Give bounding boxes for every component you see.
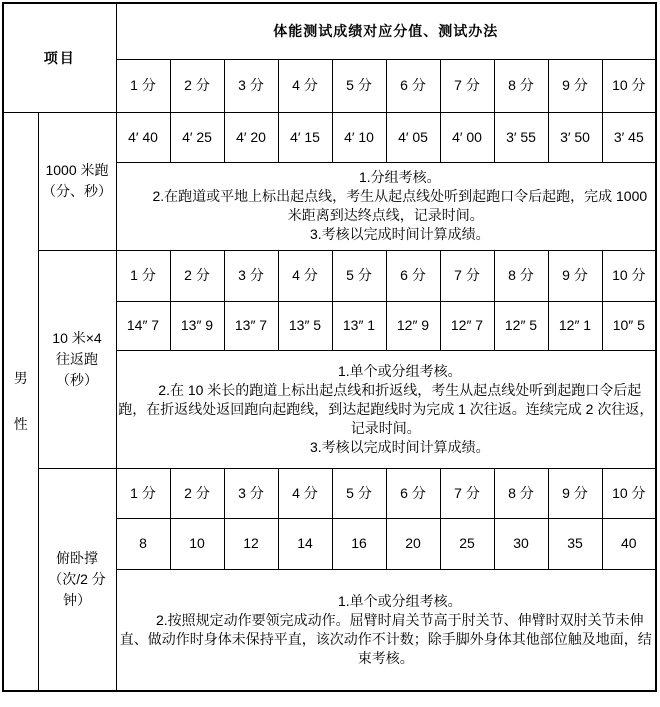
- method-step: 2.按照规定动作要领完成动作。屈臂时肩关节高于肘关节、伸臂时双肘关节未伸直、做动作时身体未保持平直，该次动作不计数；除手脚外身体其他部位触及地面，结束考核。: [119, 611, 652, 666]
- gender-male-cell: [3, 112, 38, 691]
- value-cell: 10: [170, 518, 224, 569]
- score-header-cell: 8 分: [494, 59, 548, 112]
- score-header-cell: 10 分: [602, 468, 656, 518]
- value-cell: 35: [548, 518, 602, 569]
- score-header-cell: 2 分: [170, 250, 224, 301]
- value-cell: 12″ 5: [494, 301, 548, 350]
- value-cell: 4′ 00: [440, 112, 494, 162]
- method-text-run1000: [116, 162, 656, 250]
- score-header-cell: 9 分: [548, 468, 602, 518]
- score-header-cell: 2 分: [170, 59, 224, 112]
- score-header-cell: 9 分: [548, 59, 602, 112]
- score-header-cell: 8 分: [494, 468, 548, 518]
- score-header-row-2: [3, 250, 656, 301]
- gender-char: 性: [13, 416, 28, 433]
- value-cell: 12″ 7: [440, 301, 494, 350]
- score-header-cell: 5 分: [332, 250, 386, 301]
- value-cell: 30: [494, 518, 548, 569]
- score-header-cell: 5 分: [332, 468, 386, 518]
- method-step: 2.在跑道或平地上标出起点线，考生从起点线处听到起跑口令后起跑，完成 1000 米距离到达终点线，记录时间。: [152, 188, 648, 223]
- method-step: 2.在 10 米长的跑道上标出起点线和折返线，考生从起点线处听到起跑口令后起跑，在折返线处返回跑向起跑线，到达起跑线时为完成 1 次往返。连续完成 2 次往返，记录时间。: [118, 381, 654, 436]
- value-cell: 14″ 7: [116, 301, 170, 350]
- method-step: 1.单个或分组考核。: [337, 592, 462, 609]
- score-header-cell: 4 分: [278, 250, 332, 301]
- score-header-cell: 6 分: [386, 59, 440, 112]
- event-label-run1000: 1000 米跑 （分、秒）: [38, 112, 116, 250]
- score-header-cell: 9 分: [548, 250, 602, 301]
- score-header-row-3: [3, 468, 656, 518]
- value-cell: 3′ 45: [602, 112, 656, 162]
- score-header-cell: 6 分: [386, 468, 440, 518]
- value-cell: 16: [332, 518, 386, 569]
- score-header-cell: 3 分: [224, 468, 278, 518]
- event-label-pushup: 俯卧撑 （次/2 分 钟）: [38, 468, 116, 691]
- run1000-values-row: [3, 112, 656, 162]
- value-cell: 4′ 05: [386, 112, 440, 162]
- score-header-cell: 2 分: [170, 468, 224, 518]
- score-header-cell: 10 分: [602, 250, 656, 301]
- value-cell: 13″ 9: [170, 301, 224, 350]
- value-cell: 4′ 15: [278, 112, 332, 162]
- value-cell: 20: [386, 518, 440, 569]
- value-cell: 3′ 55: [494, 112, 548, 162]
- value-cell: 8: [116, 518, 170, 569]
- value-cell: 40: [602, 518, 656, 569]
- value-cell: 4′ 25: [170, 112, 224, 162]
- event-label-shuttle: 10 米×4 往返跑 （秒）: [38, 250, 116, 468]
- method-step: 1.单个或分组考核。: [337, 362, 462, 379]
- value-cell: 10″ 5: [602, 301, 656, 350]
- project-header-cell: 项目: [3, 3, 116, 112]
- score-header-cell: 3 分: [224, 250, 278, 301]
- value-cell: 25: [440, 518, 494, 569]
- value-cell: 13″ 7: [224, 301, 278, 350]
- value-cell: 4′ 10: [332, 112, 386, 162]
- main-header-cell: 体能测试成绩对应分值、测试办法: [116, 3, 656, 59]
- score-header-cell: 7 分: [440, 468, 494, 518]
- score-header-cell: 3 分: [224, 59, 278, 112]
- method-step: 3.考核以完成时间计算成绩。: [309, 438, 490, 455]
- score-header-cell: 5 分: [332, 59, 386, 112]
- method-text-pushup: [116, 569, 656, 691]
- score-header-cell: 10 分: [602, 59, 656, 112]
- value-cell: 13″ 1: [332, 301, 386, 350]
- score-header-cell: 1 分: [116, 250, 170, 301]
- score-header-cell: 8 分: [494, 250, 548, 301]
- value-cell: 12: [224, 518, 278, 569]
- method-step: 1.分组考核。: [358, 169, 441, 185]
- value-cell: 4′ 40: [116, 112, 170, 162]
- fitness-test-score-table: [2, 2, 657, 692]
- score-header-cell: 1 分: [116, 59, 170, 112]
- value-cell: 3′ 50: [548, 112, 602, 162]
- value-cell: 13″ 5: [278, 301, 332, 350]
- gender-char: 男: [13, 370, 28, 387]
- score-header-cell: 1 分: [116, 468, 170, 518]
- score-header-cell: 7 分: [440, 250, 494, 301]
- score-header-cell: 6 分: [386, 250, 440, 301]
- method-text-shuttle: [116, 350, 656, 468]
- value-cell: 12″ 9: [386, 301, 440, 350]
- score-header-cell: 4 分: [278, 468, 332, 518]
- value-cell: 4′ 20: [224, 112, 278, 162]
- score-header-cell: 4 分: [278, 59, 332, 112]
- score-header-cell: 7 分: [440, 59, 494, 112]
- method-step: 3.考核以完成时间计算成绩。: [309, 226, 490, 242]
- value-cell: 14: [278, 518, 332, 569]
- value-cell: 12″ 1: [548, 301, 602, 350]
